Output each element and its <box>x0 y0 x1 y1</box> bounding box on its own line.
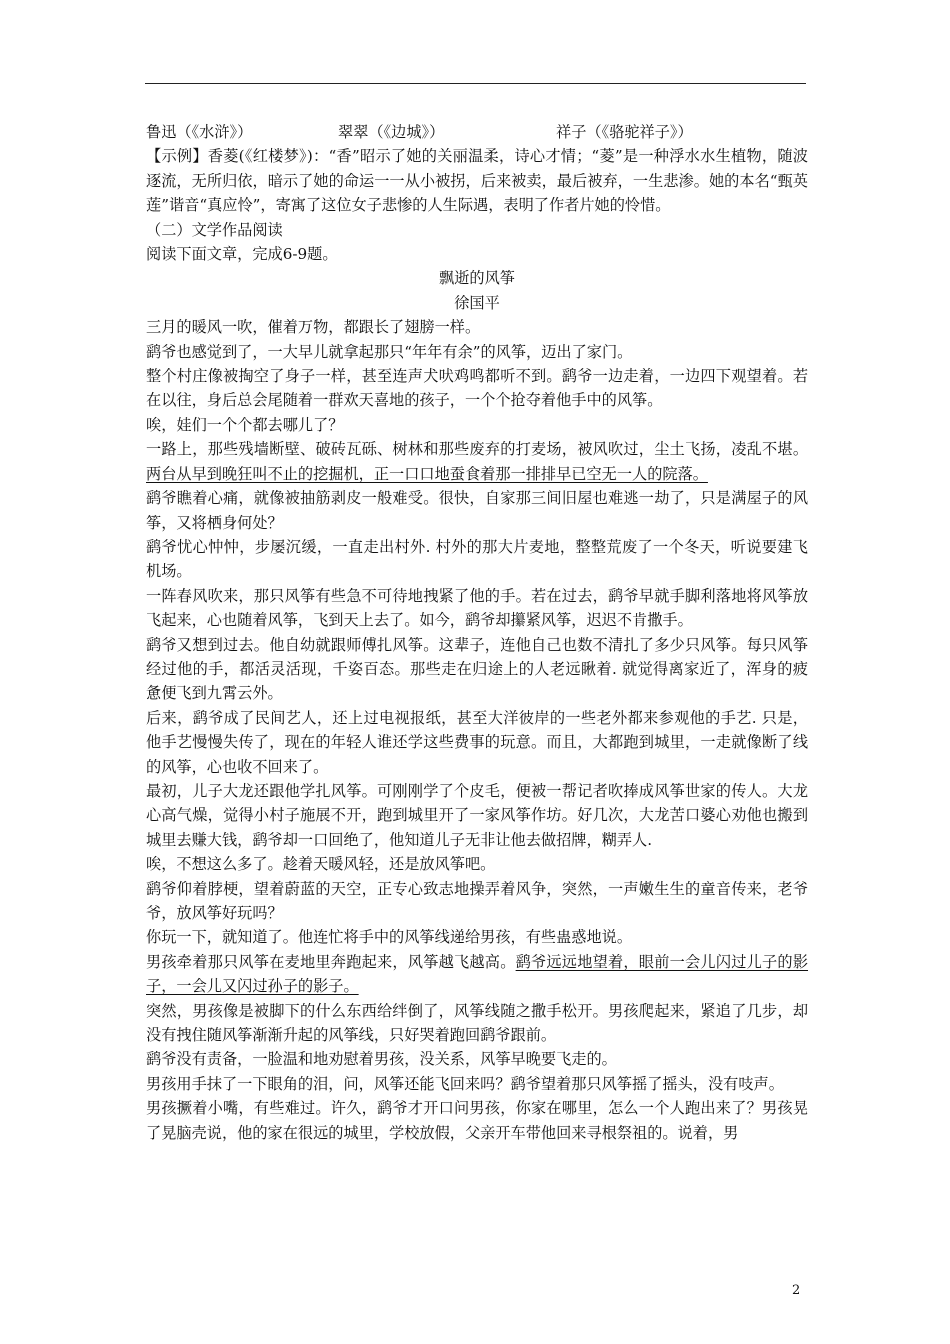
article-title: 飘逝的风筝 <box>439 269 515 288</box>
paragraph-15 <box>146 950 808 999</box>
paragraph-12: 唉，不想这么多了。趁着天暖风轻，还是放风筝吧。 <box>146 855 496 874</box>
underlined-sentence-1: 两台从早到晚狂叫不止的挖掘机，正一口口地蚕食着那一排排早已空无一人的院落。 <box>146 464 708 483</box>
paragraph-11: 最初，儿子大龙还跟他学扎风筝。可刚刚学了个皮毛，便被一帮记者吹捧成风筝世家的传人。大龙心高气燥，觉得小村子施展不开，跑到城里开了一家风筝作坊。好几次，大龙苦口婆心劝他也搬到城里去赚大钱，鹞爷却一口回绝了，他知道儿子无非让他去做招牌，糊弄人. <box>146 781 808 849</box>
section-heading: （二）文学作品阅读 <box>146 220 283 239</box>
paragraph-2: 鹞爷也感觉到了，一大早儿就拿起那只“年年有余”的风筝，迈出了家门。 <box>146 342 633 361</box>
paragraph-8: 一阵春风吹来，那只风筝有些急不可待地拽紧了他的手。若在过去，鹞爷早就手脚利落地将风筝放飞起来，心也随着风筝，飞到天上去了。如今，鹞爷却攥紧风筝，迟迟不肯撒手。 <box>146 586 808 630</box>
header-rule <box>145 83 806 84</box>
paragraph-17: 鹞爷没有责备，一脸温和地劝慰着男孩，没关系，风筝早晚要飞走的。 <box>146 1050 617 1069</box>
character-examples-row <box>146 120 808 144</box>
paragraph-9: 鹞爷又想到过去。他自幼就跟师傅扎风筝。这辈子，连他自己也数不清扎了多少只风筝。每只风筝经过他的手，都活灵活现，千姿百态。那些走在归途上的人老远瞅着. 就觉得离家近了，浑身的疲惫便飞到九霄云外。 <box>146 635 808 703</box>
paragraph-5 <box>146 437 808 486</box>
paragraph-1: 三月的暖风一吹，催着万物，都跟长了翅膀一样。 <box>146 318 481 337</box>
paragraph-13: 鹞爷仰着脖梗，望着蔚蓝的天空，正专心致志地操弄着风争，突然，一声嫩生生的童音传来，老爷爷，放风筝好玩吗？ <box>146 879 808 922</box>
paragraph-5-text: 一路上，那些残墙断壁、破砖瓦砾、树林和那些废弃的打麦场，被风吹过，尘土飞扬，凌乱不堪。 <box>146 440 808 459</box>
example-character-3: 祥子（《骆驼祥子》） <box>556 123 693 141</box>
paragraph-14: 你玩一下，就知道了。他连忙将手中的风筝线递给男孩，有些蛊惑地说。 <box>146 928 632 947</box>
paragraph-16: 突然，男孩像是被脚下的什么东西给绊倒了，风筝线随之撒手松开。男孩爬起来，紧追了几步，却没有拽住随风筝渐渐升起的风筝线，只好哭着跑回鹞爷跟前。 <box>146 1001 808 1045</box>
paragraph-19: 男孩撅着小嘴，有些难过。许久，鹞爷才开口问男孩，你家在哪里，怎么一个人跑出来了？男孩晃了晃脑壳说，他的家在很远的城里，学校放假，父亲开车带他回来寻根祭祖的。说着，男 <box>146 1099 808 1142</box>
underlined-sentence-2: 鹞爷远远地望着，眼前一会儿闪过儿子的影子，一会儿又闪过孙子的影子。 <box>146 952 809 996</box>
page-number: 2 <box>792 1283 801 1298</box>
paragraph-6: 鹞爷瞧着心痛，就像被抽筋剥皮一般难受。很快，自家那三间旧屋也难逃一劫了，只是满屋子的风筝，又将栖身何处？ <box>146 489 808 532</box>
paragraph-4: 唉，娃们一个个都去哪儿了？ <box>146 415 344 434</box>
example-character-2: 翠翠（《边城》） <box>338 123 445 141</box>
example-character-1: 鲁迅（《水浒》） <box>146 123 253 141</box>
paragraph-10: 后来，鹞爷成了民间艺人，还上过电视报纸，甚至大洋彼岸的一些老外都来参观他的手艺. 只是，他手艺慢慢失传了，现在的年轻人谁还学这些费事的玩意。而且，大都跑到城里，一走就像断了线的风筝，心也收不回来了。 <box>146 708 808 776</box>
paragraph-7: 鹞爷忧心忡忡，步屡沉缓，一直走出村外. 村外的那大片麦地，整整荒废了一个冬天，听说要建飞机场。 <box>146 537 808 581</box>
paragraph-15-text: 男孩牵着那只风筝在麦地里奔跑起来，风筝越飞越高。 <box>146 952 516 971</box>
paragraph-3: 整个村庄像被掏空了身子一样，甚至连声犬吠鸡鸣都听不到。鹞爷一边走着，一边四下观望着。若在以往，身后总会尾随着一群欢天喜地的孩子，一个个抢夺着他手中的风筝。 <box>146 367 808 410</box>
example-paragraph: 【示例】香菱(《红楼梦》)：“香”昭示了她的关丽温柔，诗心才情；“菱”是一种浮水水生植物，随波逐流，无所归依，暗示了她的命运一一从小被拐，后来被卖，最后被弃，一生悲渗。她的本名“甄英莲”谐音“真应怜”，寄寓了这位女子悲惨的人生际遇，表明了作者片她的怜惜。 <box>146 147 808 215</box>
reading-instruction: 阅读下面文章，完成6-9题。 <box>146 245 338 264</box>
article-author: 徐国平 <box>454 293 500 312</box>
paragraph-18: 男孩用手抹了一下眼角的泪，问，风筝还能飞回来吗？鹞爷望着那只风筝摇了摇头，没有吱声。 <box>146 1074 784 1093</box>
page-content <box>146 120 808 1145</box>
